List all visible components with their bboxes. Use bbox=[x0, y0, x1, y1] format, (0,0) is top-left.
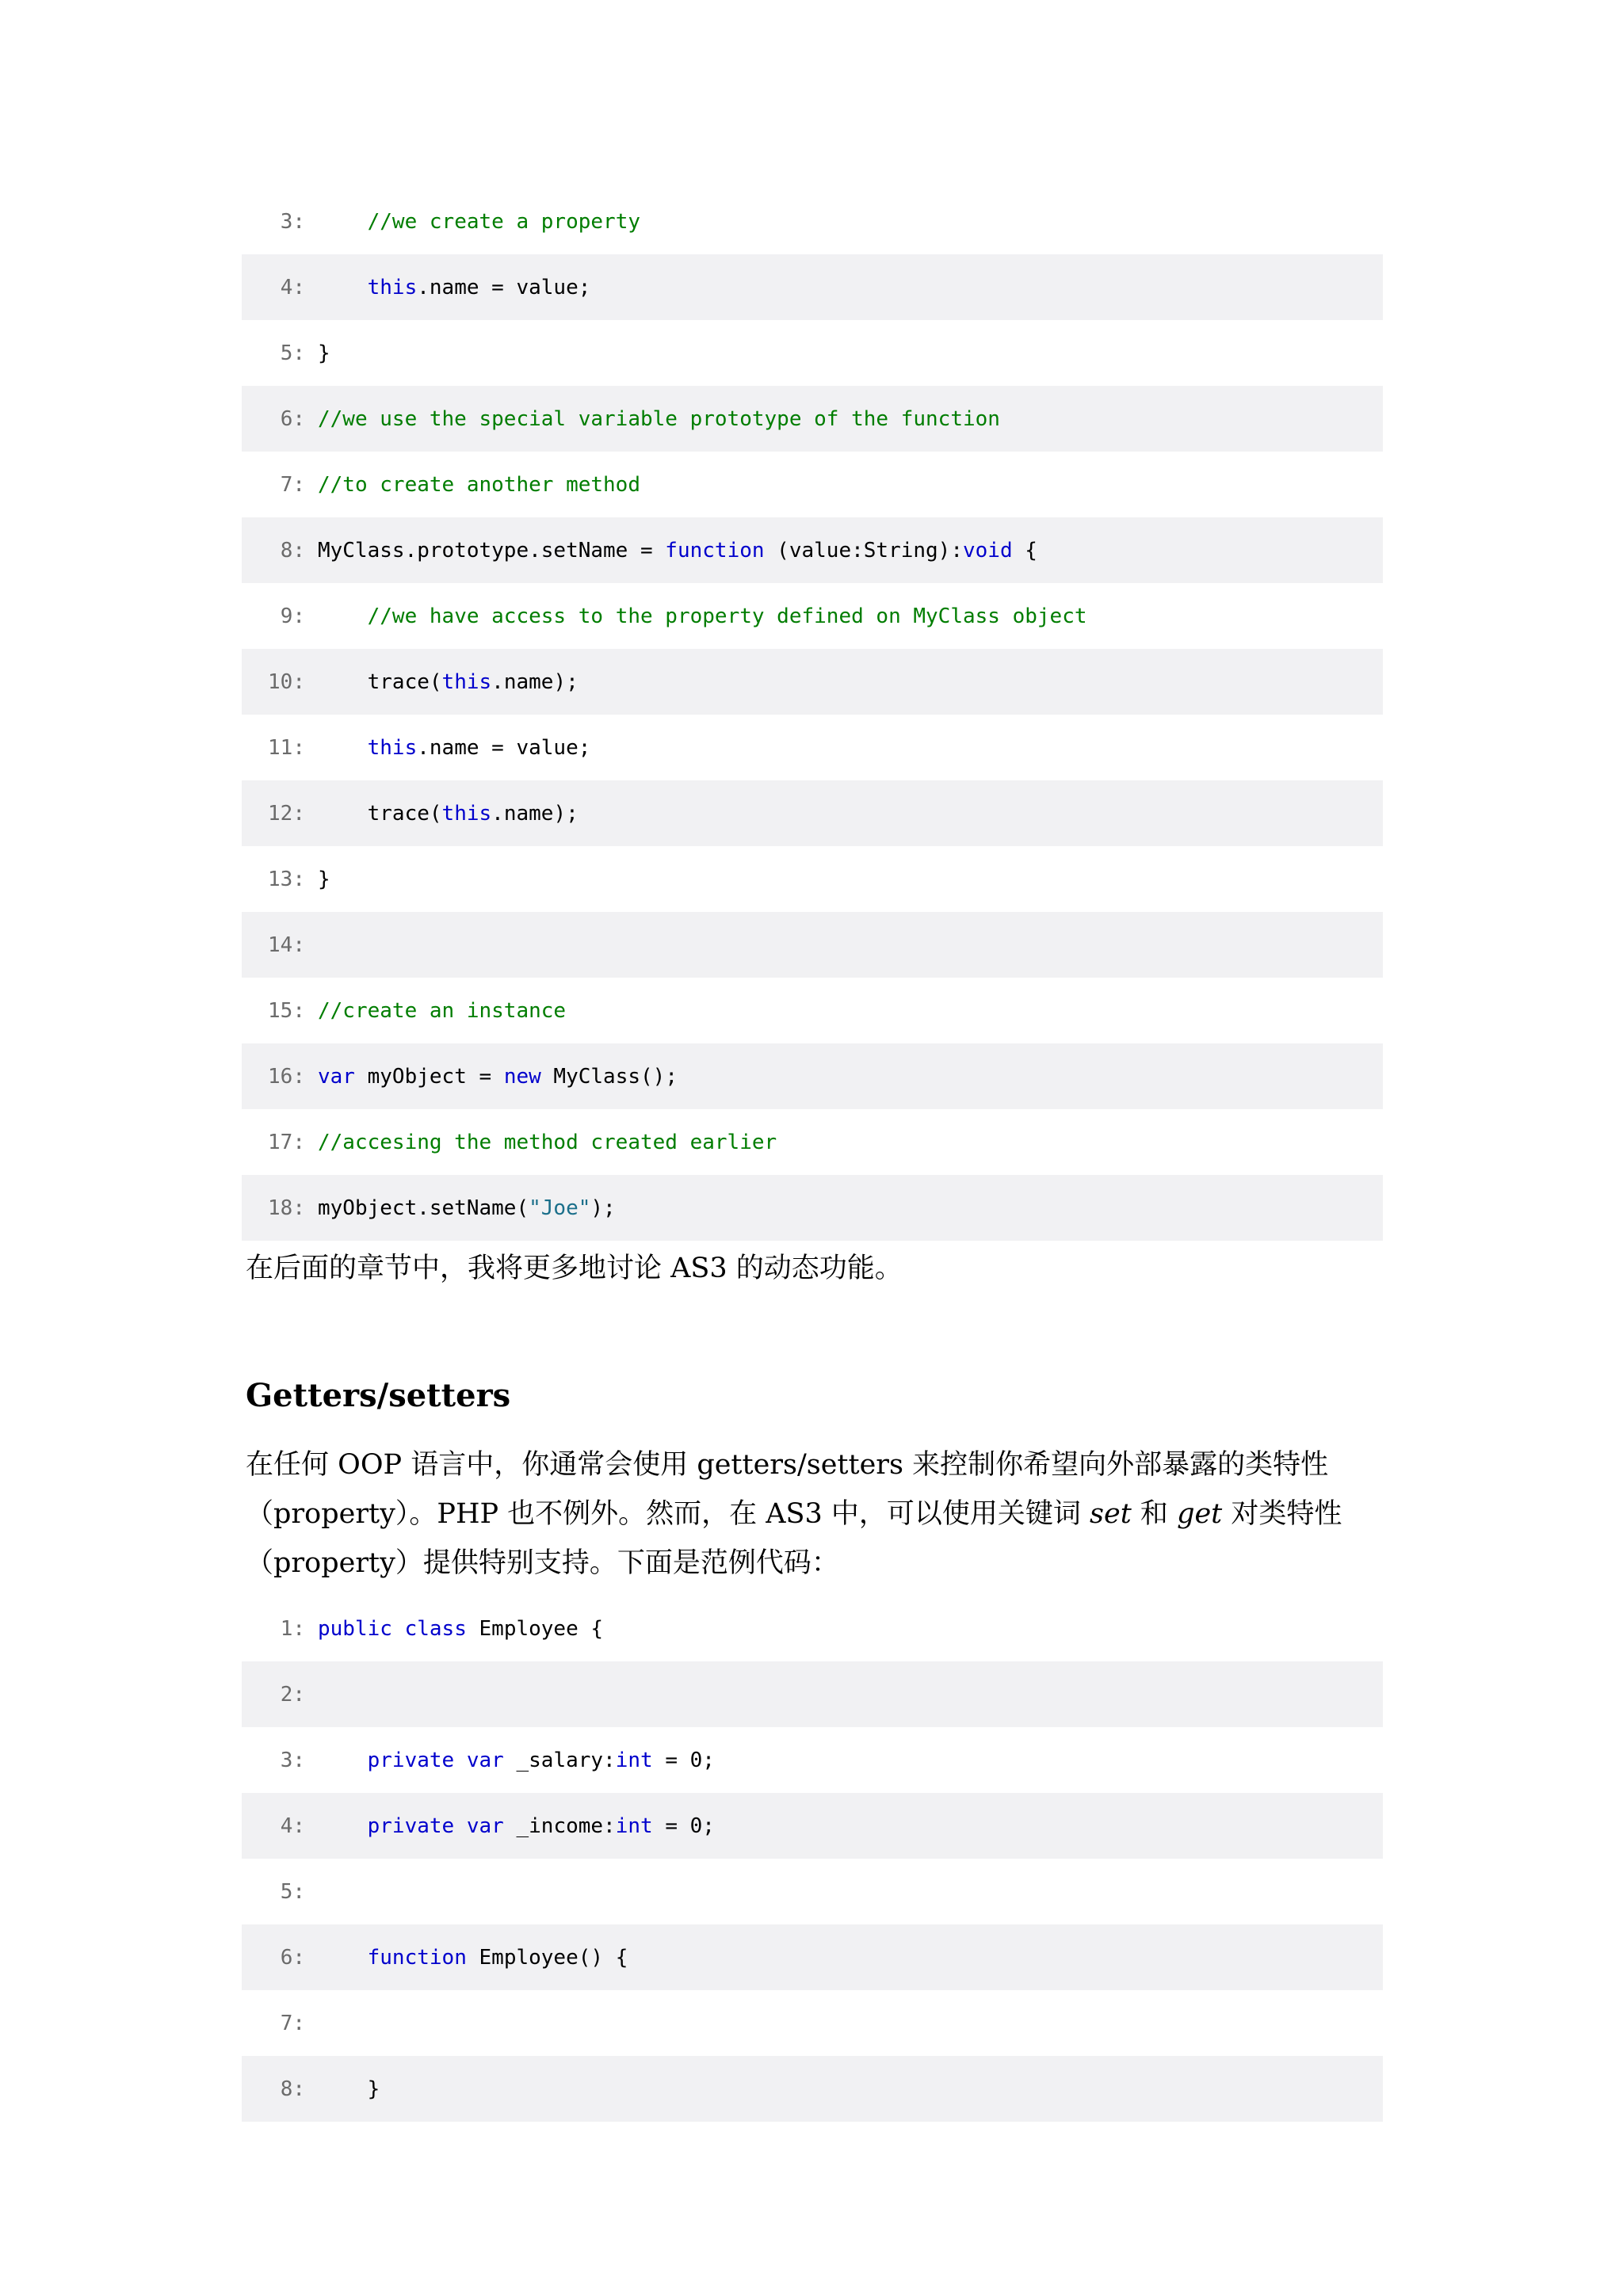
code-text bbox=[305, 341, 330, 365]
code-text bbox=[305, 1617, 603, 1641]
code-token bbox=[454, 1814, 467, 1838]
code-keyword: function bbox=[367, 1945, 467, 1970]
code-text bbox=[305, 1196, 616, 1220]
code-line bbox=[242, 1596, 1383, 1661]
code-line bbox=[242, 1990, 1383, 2056]
code-comment: //we have access to the property defined on MyClass object bbox=[367, 604, 1087, 628]
code-line bbox=[242, 452, 1383, 517]
line-number: 4: bbox=[280, 1814, 305, 1838]
code-keyword: void bbox=[962, 538, 1013, 563]
code-line bbox=[242, 912, 1383, 978]
code-token bbox=[392, 1617, 405, 1641]
code-token: { bbox=[1012, 538, 1037, 563]
line-number: 3: bbox=[280, 209, 305, 234]
code-keyword: class bbox=[404, 1616, 467, 1641]
code-keyword: var bbox=[466, 1814, 504, 1838]
line-number: 12: bbox=[268, 801, 305, 826]
code-text bbox=[305, 1131, 777, 1154]
paragraph-line-2-b: 和 bbox=[1131, 1498, 1178, 1530]
code-token: _income: bbox=[503, 1814, 616, 1838]
code-line bbox=[242, 649, 1383, 715]
line-number: 2: bbox=[280, 1682, 305, 1707]
code-line bbox=[242, 1859, 1383, 1924]
code-token: = 0; bbox=[652, 1748, 715, 1772]
keyword-get: get bbox=[1177, 1498, 1223, 1530]
code-string: "Joe" bbox=[529, 1196, 591, 1220]
code-line bbox=[242, 846, 1383, 912]
code-token: myObject.setName( bbox=[318, 1196, 529, 1220]
line-number: 9: bbox=[280, 604, 305, 628]
code-text bbox=[305, 670, 579, 694]
line-number: 13: bbox=[268, 867, 305, 891]
code-token: } bbox=[318, 341, 330, 365]
code-line bbox=[242, 517, 1383, 583]
code-text bbox=[305, 868, 330, 891]
code-keyword: int bbox=[615, 1748, 653, 1772]
paragraph-line-3: （property）提供特别支持。下面是范例代码： bbox=[246, 1547, 839, 1579]
code-token bbox=[454, 1749, 467, 1772]
code-text bbox=[305, 2077, 380, 2101]
line-number: 18: bbox=[268, 1196, 305, 1220]
code-keyword: private bbox=[367, 1814, 455, 1838]
line-number: 8: bbox=[280, 538, 305, 563]
code-line bbox=[242, 1924, 1383, 1990]
code-line bbox=[242, 2056, 1383, 2122]
code-text bbox=[305, 1749, 715, 1772]
line-number: 6: bbox=[280, 1945, 305, 1970]
code-token: = 0; bbox=[652, 1814, 715, 1838]
code-token: MyClass(); bbox=[540, 1064, 678, 1089]
line-number: 3: bbox=[280, 1748, 305, 1772]
code-token: .name); bbox=[491, 801, 579, 826]
code-line bbox=[242, 978, 1383, 1043]
code-comment: //accesing the method created earlier bbox=[318, 1130, 777, 1154]
code-keyword: this bbox=[367, 735, 418, 760]
code-token: } bbox=[367, 2077, 380, 2101]
code-text bbox=[305, 539, 1037, 563]
section-heading: Getters/setters bbox=[246, 1377, 511, 1414]
line-number: 16: bbox=[268, 1064, 305, 1089]
code-line bbox=[242, 386, 1383, 452]
code-line bbox=[242, 715, 1383, 780]
paragraph-getters-setters bbox=[246, 1440, 1342, 1588]
code-token: Employee() { bbox=[466, 1945, 628, 1970]
code-comment: //we create a property bbox=[367, 209, 640, 234]
code-token: .name = value; bbox=[417, 275, 591, 299]
code-token: _salary: bbox=[503, 1748, 616, 1772]
line-number: 6: bbox=[280, 406, 305, 431]
code-listing-employee-class bbox=[242, 1596, 1383, 2122]
code-line bbox=[242, 1661, 1383, 1727]
code-keyword: this bbox=[367, 275, 418, 299]
code-line bbox=[242, 320, 1383, 386]
code-line bbox=[242, 1175, 1383, 1241]
code-keyword: public bbox=[318, 1616, 392, 1641]
code-token: Employee { bbox=[466, 1616, 604, 1641]
code-comment: //to create another method bbox=[318, 472, 640, 497]
code-token: (value:String): bbox=[764, 538, 963, 563]
line-number: 8: bbox=[280, 2077, 305, 2101]
code-token: myObject = bbox=[354, 1064, 504, 1089]
code-line bbox=[242, 1109, 1383, 1175]
code-keyword: private bbox=[367, 1748, 455, 1772]
code-text bbox=[305, 276, 590, 299]
line-number: 10: bbox=[268, 669, 305, 694]
code-text bbox=[305, 1946, 628, 1970]
paragraph-line-2-a: （property）。PHP 也不例外。然而，在 AS3 中，可以使用关键词 bbox=[246, 1498, 1090, 1530]
line-number: 17: bbox=[268, 1130, 305, 1154]
code-text bbox=[305, 605, 1087, 628]
line-number: 15: bbox=[268, 998, 305, 1023]
code-keyword: new bbox=[503, 1064, 541, 1089]
code-line bbox=[242, 1793, 1383, 1859]
code-line bbox=[242, 1727, 1383, 1793]
line-number: 1: bbox=[280, 1616, 305, 1641]
paragraph-dynamic-features: 在后面的章节中，我将更多地讨论 AS3 的动态功能。 bbox=[246, 1253, 903, 1284]
code-comment: //create an instance bbox=[318, 998, 567, 1023]
code-text bbox=[305, 1814, 715, 1838]
code-keyword: var bbox=[318, 1064, 355, 1089]
code-token: .name = value; bbox=[417, 735, 591, 760]
code-keyword: this bbox=[441, 669, 492, 694]
code-text bbox=[305, 407, 1000, 431]
code-token: .name); bbox=[491, 669, 579, 694]
code-keyword: int bbox=[615, 1814, 653, 1838]
line-number: 7: bbox=[280, 472, 305, 497]
code-text bbox=[305, 1065, 678, 1089]
code-token: trace( bbox=[367, 669, 442, 694]
code-keyword: var bbox=[466, 1748, 504, 1772]
line-number: 4: bbox=[280, 275, 305, 299]
code-text bbox=[305, 802, 579, 826]
code-listing-prototype bbox=[242, 189, 1383, 1241]
code-token: trace( bbox=[367, 801, 442, 826]
code-comment: //we use the special variable prototype of the function bbox=[318, 406, 1000, 431]
code-keyword: function bbox=[665, 538, 765, 563]
code-line bbox=[242, 254, 1383, 320]
line-number: 14: bbox=[268, 933, 305, 957]
code-line bbox=[242, 1043, 1383, 1109]
line-number: 11: bbox=[268, 735, 305, 760]
line-number: 7: bbox=[280, 2011, 305, 2035]
keyword-set: set bbox=[1090, 1498, 1132, 1530]
paragraph-line-1: 在任何 OOP 语言中，你通常会使用 getters/setters 来控制你希望向外部暴露的类特性 bbox=[246, 1449, 1329, 1481]
code-line bbox=[242, 189, 1383, 254]
code-line bbox=[242, 583, 1383, 649]
code-token: MyClass.prototype.setName = bbox=[318, 538, 666, 563]
code-token: ); bbox=[590, 1196, 616, 1220]
code-token: } bbox=[318, 867, 330, 891]
code-text bbox=[305, 736, 590, 760]
code-text bbox=[305, 473, 640, 497]
code-keyword: this bbox=[441, 801, 492, 826]
code-text bbox=[305, 999, 566, 1023]
paragraph-line-2-c: 对类特性 bbox=[1222, 1498, 1342, 1530]
code-line bbox=[242, 780, 1383, 846]
line-number: 5: bbox=[280, 1879, 305, 1904]
code-text bbox=[305, 210, 640, 234]
line-number: 5: bbox=[280, 341, 305, 365]
